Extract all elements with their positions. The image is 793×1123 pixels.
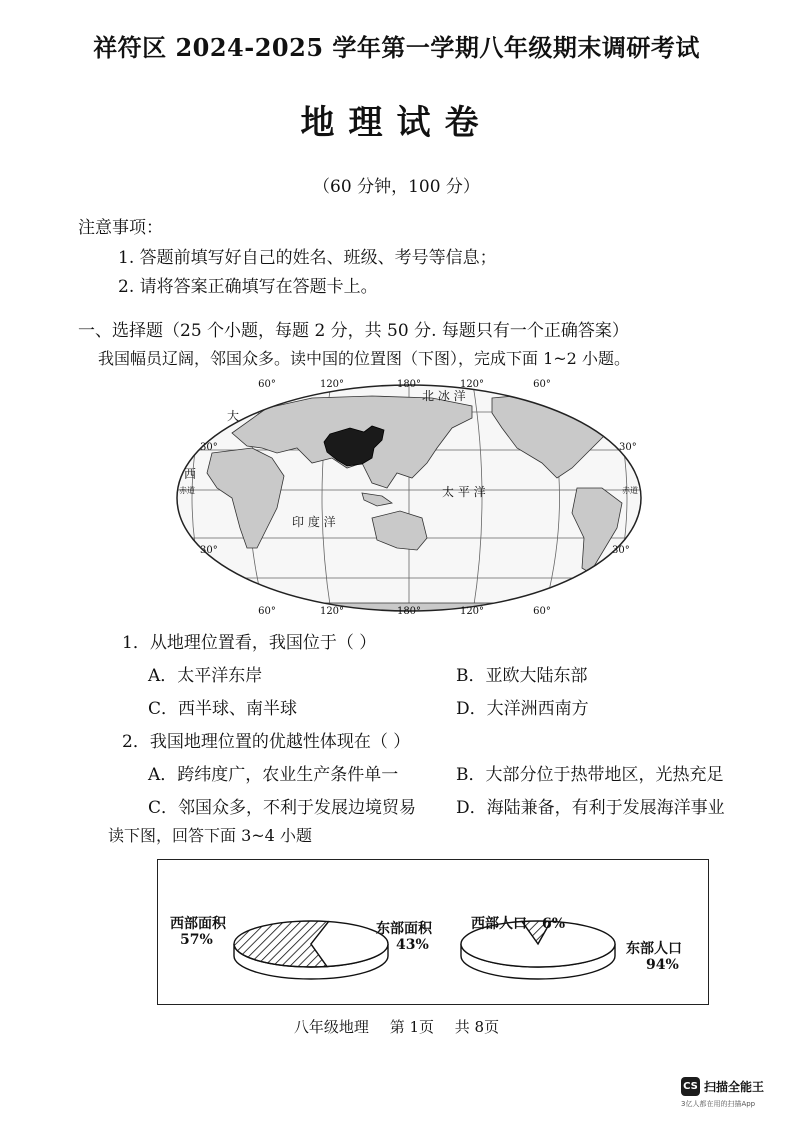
notice-item-2: 2. 请将答案正确填写在答题卡上。 <box>118 277 378 297</box>
figure-2-intro: 读下图，回答下面 3~4 小题 <box>108 826 312 845</box>
lon-top-1: 60° <box>258 379 276 390</box>
lon-top-3: 180° <box>396 379 422 390</box>
lat-right-equator: 赤道 <box>622 486 638 495</box>
lat-left-equator: 赤道 <box>179 486 195 495</box>
lon-top-5: 60° <box>533 379 551 390</box>
pie-pop-west-label: 西部人口 <box>471 916 527 932</box>
lon-bottom-2: 120° <box>319 606 345 617</box>
footer-total: 共 8页 <box>454 1018 500 1036</box>
lon-bottom-4: 120° <box>459 606 485 617</box>
pie-pop-east-value: 94% <box>646 957 679 973</box>
label-atlantic-west: 西 <box>184 467 197 481</box>
footer-grade: 八年级地理 <box>293 1018 369 1036</box>
question-2-option-d[interactable]: D．海陆兼备，有利于发展海洋事业 <box>456 798 725 818</box>
question-2-option-a[interactable]: A．跨纬度广，农业生产条件单一 <box>148 765 399 785</box>
pie-pop-west-value: 6% <box>542 916 566 932</box>
question-1-stem: 1．从地理位置看，我国位于（ ） <box>122 633 377 653</box>
pie-area-east-value: 43% <box>396 937 429 953</box>
footer-page: 第 1页 <box>389 1018 434 1036</box>
section-intro: 我国幅员辽阔，邻国众多。读中国的位置图（下图），完成下面 1~2 小题。 <box>98 349 630 368</box>
pie-area-east-label: 东部面积 <box>376 921 432 937</box>
page-footer <box>0 1016 793 1037</box>
lat-right-30n: 30° <box>619 442 637 453</box>
exam-school-title: 祥符区 2024-2025 学年第一学期八年级期末调研考试 <box>93 33 700 62</box>
lon-bottom-5: 60° <box>533 606 551 617</box>
lat-right-30s: 30° <box>612 545 630 556</box>
question-2-option-c[interactable]: C．邻国众多，不利于发展边境贸易 <box>148 798 417 818</box>
pie-pop-east-label: 东部人口 <box>626 941 682 957</box>
watermark-slogan: 3亿人都在用的扫描App <box>681 1100 756 1108</box>
notice-title: 注意事项： <box>78 218 163 238</box>
question-1-option-d[interactable]: D．大洋洲西南方 <box>456 699 589 719</box>
notice-item-1: 1. 答题前填写好自己的姓名、班级、考号等信息； <box>118 248 497 268</box>
lat-left-30n: 30° <box>200 442 218 453</box>
question-2-option-b[interactable]: B．大部分位于热带地区，光热充足 <box>456 765 724 785</box>
lon-bottom-3: 180° <box>396 606 422 617</box>
scanner-watermark <box>681 1077 781 1113</box>
lon-top-4: 120° <box>459 379 485 390</box>
world-map <box>172 378 647 618</box>
lon-bottom-1: 60° <box>258 606 276 617</box>
label-arctic-ocean: 北 冰 洋 <box>422 389 466 403</box>
pie-charts <box>158 860 707 1003</box>
question-1-option-c[interactable]: C．西半球、南半球 <box>148 699 298 719</box>
label-pacific-ocean: 太 平 洋 <box>442 485 486 499</box>
pie-area-west-label: 西部面积 <box>170 916 226 932</box>
pie-chart-frame <box>157 859 709 1005</box>
question-1-option-b[interactable]: B．亚欧大陆东部 <box>456 666 588 686</box>
section-title: 一、选择题（25 个小题，每题 2 分，共 50 分. 每题只有一个正确答案） <box>78 321 629 341</box>
lat-left-30s: 30° <box>200 545 218 556</box>
label-atlantic-north: 大 <box>227 409 240 423</box>
exam-subject-title: 地理试卷 <box>300 103 493 143</box>
pie-area-west-value: 57% <box>180 932 213 948</box>
exam-duration: （60 分钟，100 分） <box>313 177 480 197</box>
camscanner-icon: CS <box>681 1077 700 1096</box>
watermark-name: 扫描全能王 <box>704 1080 765 1094</box>
label-indian-ocean: 印 度 洋 <box>292 515 336 529</box>
question-2-stem: 2．我国地理位置的优越性体现在（ ） <box>122 732 411 752</box>
pie-area <box>234 921 388 979</box>
question-1-option-a[interactable]: A．太平洋东岸 <box>148 666 263 686</box>
lon-top-2: 120° <box>319 379 345 390</box>
